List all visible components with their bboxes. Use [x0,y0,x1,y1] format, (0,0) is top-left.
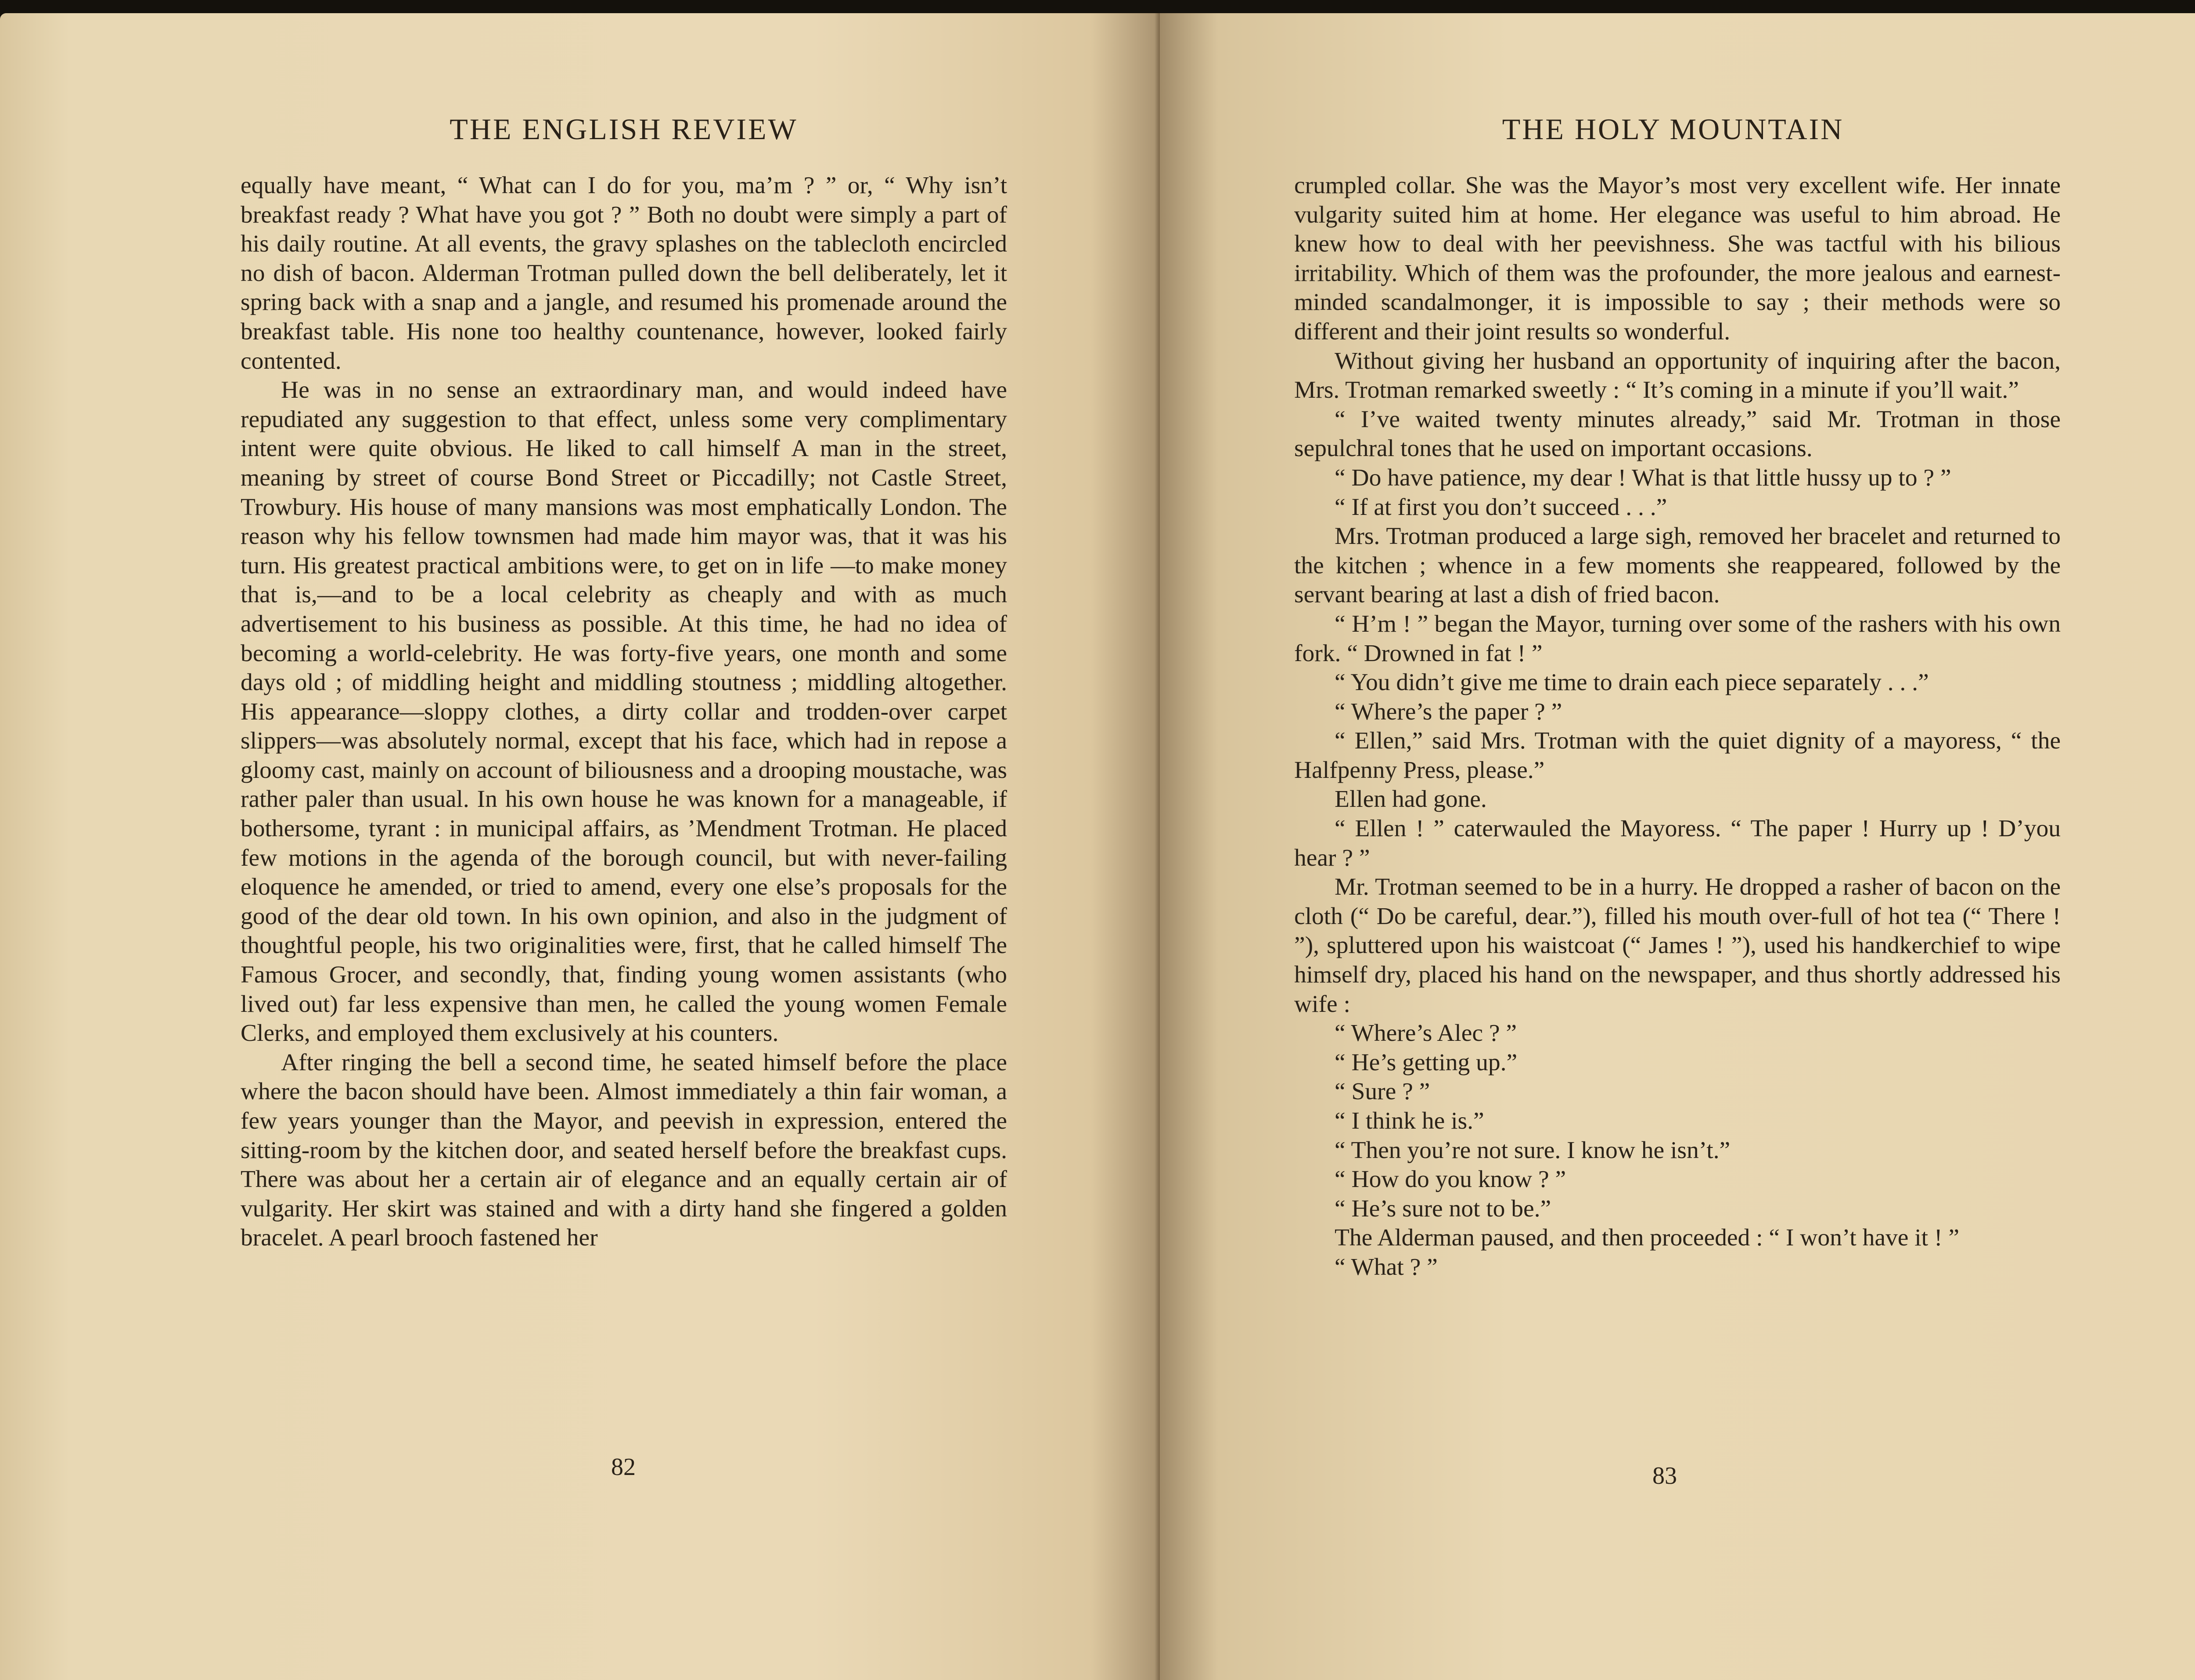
paragraph: “ Ellen,” said Mrs. Trotman with the quiet dignity of a mayoress, “ the Halfpenny Press, please.” [1294,727,2061,784]
paragraph: “ If at first you don’t succeed . . .” [1335,493,1667,521]
paragraph: “ He’s sure not to be.” [1335,1195,1551,1222]
paragraph: “ Where’s Alec ? ” [1335,1020,1517,1047]
paragraph: “ How do you know ? ” [1335,1166,1566,1193]
paragraph: Mrs. Trotman produced a large sigh, removed her bracelet and returned to the kitchen ; whence in a few moments she reappeared, followed by the servant bearing at last a dish of fried bacon. [1294,523,2061,608]
left-page-text [241,171,1007,1253]
paragraph: After ringing the bell a second time, he seated himself before the place where the bacon should have been. Almost immediately a thin fair woman, a few years younger than the Mayor, and peevish in expression, entered the sitting-room by the kitchen door, and seated herself before the breakfast cups. There was about her a certain air of elegance and an equally certain air of vulgarity. Her skirt was stained and with a dirty hand she fingered a golden bracelet. A pearl brooch fastened her [241,1049,1007,1252]
right-page-text [1294,171,2061,1282]
paragraph: “ I’ve waited twenty minutes already,” said Mr. Trotman in those sepulchral tones that he used on important occasions. [1294,406,2061,462]
paragraph: “ Where’s the paper ? ” [1335,698,1562,725]
paragraph: “ What ? ” [1335,1253,1438,1281]
running-head-left: THE ENGLISH REVIEW [450,112,798,146]
paragraph: The Alderman paused, and then proceeded : “ I won’t have it ! ” [1335,1224,1959,1252]
paragraph: “ Do have patience, my dear ! What is that little hussy up to ? ” [1335,464,1951,491]
right-page [1160,13,2195,1680]
paragraph: “ H’m ! ” began the Mayor, turning over some of the rashers with his own fork. “ Drowned in fat ! ” [1294,610,2061,667]
paragraph: equally have meant, “ What can I do for you, ma’m ? ” or, “ Why isn’t breakfast ready ? What have you got ? ” Both no doubt were simply a part of his daily routine. At all events, the gravy splashes on the tablecloth encircled no dish of bacon. Alderman Trotman pulled down the bell deliberately, let it spring back with a snap and a jangle, and resumed his promenade around the breakfast table. His none too healthy countenance, however, looked fairly contented. [241,172,1007,374]
paragraph: “ Then you’re not sure. I know he isn’t.” [1335,1137,1731,1164]
page-number-left: 82 [611,1453,636,1481]
paragraph: Without giving her husband an opportunity of inquiring after the bacon, Mrs. Trotman remarked sweetly : “ It’s coming in a minute if you’ll wait.” [1294,347,2061,404]
paragraph: Ellen had gone. [1335,786,1487,813]
left-page [0,13,1160,1680]
paragraph: “ Ellen ! ” caterwauled the Mayoress. “ The paper ! Hurry up ! D’you hear ? ” [1294,815,2061,871]
paragraph: “ I think he is.” [1335,1108,1484,1134]
running-head-right: THE HOLY MOUNTAIN [1502,112,1844,146]
paragraph: “ Sure ? ” [1335,1078,1430,1105]
page-number-right: 83 [1652,1462,1677,1489]
paragraph: “ He’s getting up.” [1335,1049,1518,1076]
paragraph: Mr. Trotman seemed to be in a hurry. He dropped a rasher of bacon on the cloth (“ Do be careful, dear.”), filled his mouth over-full of hot tea (“ There ! ”), spluttered upon his waistcoat (“ James ! ”), used his handkerchief to wipe himself dry, placed his hand on the newspaper, and thus shortly addressed his wife : [1294,874,2061,1018]
paragraph: crumpled collar. She was the Mayor’s most very excellent wife. Her innate vulgarity suited him at home. Her elegance was useful to him abroad. He knew how to deal with her peevishness. She was tactful with his bilious irritability. Which of them was the profounder, the more jealous and earnest-minded scandalmonger, it is impossible to say ; their methods were so different and their joint results so wonderful. [1294,172,2061,345]
paragraph: He was in no sense an extraordinary man, and would indeed have repudiated any suggestion to that effect, unless some very complimentary intent were quite obvious. He liked to call himself A man in the street, meaning by street of course Bond Street or Piccadilly; not Castle Street, Trowbury. His house of many mansions was most emphatically London. The reason why his fellow townsmen had made him mayor was, that it was his turn. His greatest practical ambitions were, to get on in life —to make money that is,—and to be a local celebrity as cheaply and with as much advertisement to his business as possible. At this time, he had no idea of becoming a world-celebrity. He was forty-five years, one month and some days old ; of middling height and middling stoutness ; middling altogether. His appearance—sloppy clothes, a dirty collar and trodden-over carpet slippers—was absolutely normal, except that his face, which had in repose a gloomy cast, mainly on account of biliousness and a drooping moustache, was rather paler than usual. In his own house he was known for a manageable, if bothersome, tyrant : in municipal affairs, as ’Mendment Trotman. He placed few motions in the agenda of the borough council, but with never-failing eloquence he amended, or tried to amend, every one else’s proposals for the good of the dear old town. In his own opinion, and also in the judgment of thoughtful people, his two originalities were, first, that he called himself The Famous Grocer, and secondly, that, finding young women assistants (who lived out) far less expensive than men, he called the young women Female Clerks, and employed them exclusively at his counters. [241,377,1007,1047]
paragraph: “ You didn’t give me time to drain each piece separately . . .” [1335,669,1929,696]
